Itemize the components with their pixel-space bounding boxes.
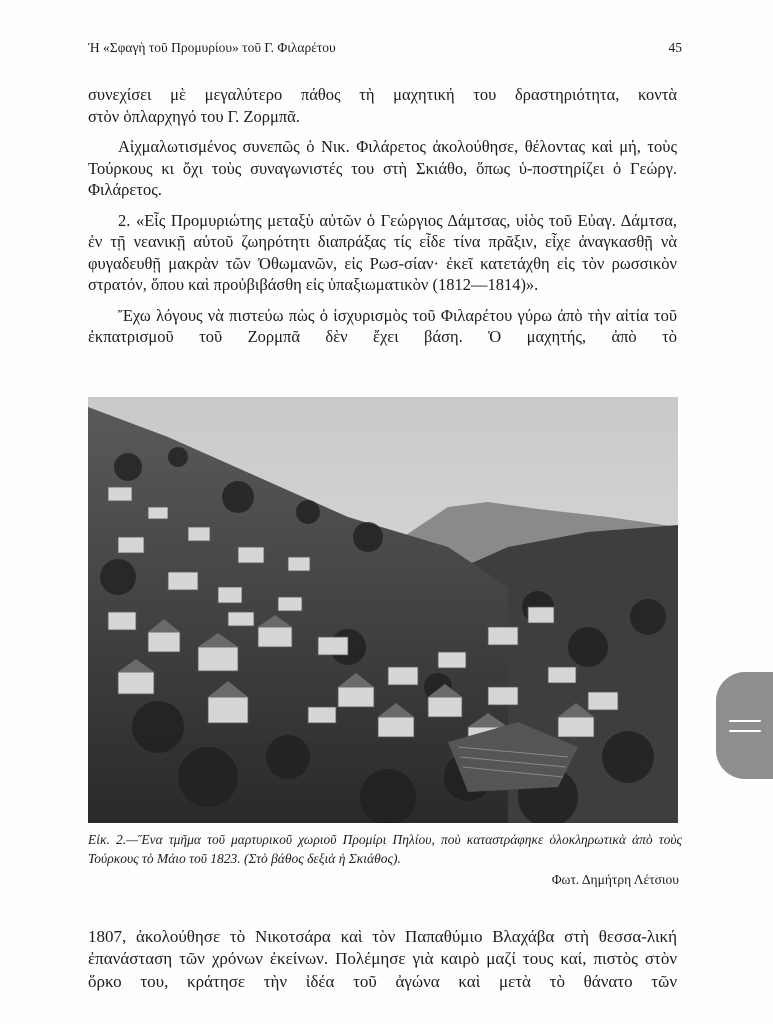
body-text-top [88,84,677,348]
paragraph: 1807, ἀκολούθησε τὸ Νικοτσάρα καὶ τὸν Παπαθύμιο Βλαχάβα στὴ θεσσα-λική ἐπανάσταση τῶν χρόνων ἐκείνων. Πολέμησε γιὰ καιρὸ μαζί τους καί, πιστὸς στὸν ὅρκο του, κράτησε τὴν ἰδέα τοῦ ἀγώνα καὶ μετὰ τὸ θάνατο τῶν [88,927,677,991]
figure-caption [88,830,682,868]
caption-text: Εἰκ. 2.—Ἕνα τμῆμα τοῦ μαρτυρικοῦ χωριοῦ Προμίρι Πηλίου, ποὺ καταστράφηκε ὁλοκληρωτικὰ ἀπὸ τοὺς Τούρκους τὸ Μάιο τοῦ 1823. (Στὸ βάθος δεξιὰ ἡ Σκιάθος). [88,832,682,866]
paragraph: Ἔχω λόγους νὰ πιστεύω πὼς ὁ ἰσχυρισμὸς τοῦ Φιλαρέτου γύρω ἀπὸ τὴν αἰτία τοῦ ἐκπατρισμοῦ τοῦ Ζορμπᾶ δὲν ἔχει βάση. Ὁ μαχητής, ἀπὸ τὸ [88,305,677,346]
footnote-paragraph: 2. «Εἷς Προμυριώτης μεταξὺ αὐτῶν ὁ Γεώργιος Δάμτσας, υἱὸς τοῦ Εὐαγ. Δάμτσα, ἐν τῇ νεανικῇ αὐτοῦ ζωηρότητι διαπράξας τίς εἶδε τίνα πρᾶξιν, εἶχε ἀναγκασθῇ νὰ φυγαδευθῇ μακρὰν τῶν Ὀθωμανῶν, εἰς Ρωσ-σίαν· ἐκεῖ κατετάχθη εἰς τὸν ρωσσικὸν στρατόν, ὅπου καὶ προὐβιβάσθη εἰς ὑπαξιωματικὸν (1812—1814)». [88,210,677,294]
village-photograph [88,397,678,823]
photo-credit: Φωτ. Δημήτρη Λέτσιου [551,872,679,887]
page-number: 45 [668,40,682,55]
paragraph: Αἰχμαλωτισμένος συνεπῶς ὁ Νικ. Φιλάρετος ἀκολούθησε, θέλοντας καὶ μή, τοὺς Τούρκους κι ὄχι τοὺς συναγωνιστές του στὴ Σκιάθο, ὅπως ὑ-ποστηρίζει ὁ Γεώργ. Φιλάρετος. [88,137,677,199]
side-menu-handle[interactable] [716,672,773,779]
body-text-bottom [88,926,677,993]
text-line: στὸν ὁπλαρχηγό του Γ. Ζορμπᾶ. [88,106,300,126]
text-line: συνεχίσει μὲ μεγαλύτερο πάθος τὴ μαχητική του δραστηριότητα, κοντὰ [88,85,677,104]
running-title: Ἡ «Σφαγὴ τοῦ Προμυρίου» τοῦ Γ. Φιλαρέτου [88,40,336,55]
running-header [88,40,682,60]
